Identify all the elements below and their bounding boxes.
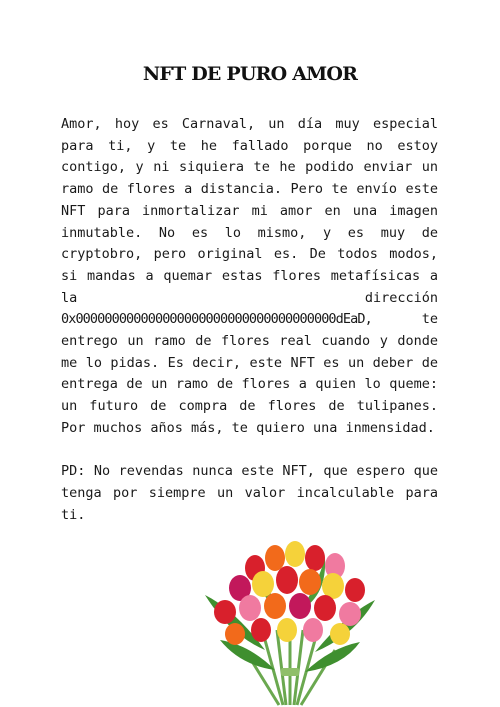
tulips	[214, 541, 365, 645]
bouquet-band	[281, 668, 299, 676]
letter-body	[61, 114, 438, 548]
letter-paragraph-main	[61, 114, 438, 440]
letter-postscript: PD: No revendas nunca este NFT, que espero que tenga por siempre un valor incalculable para ti.	[61, 463, 438, 523]
tulip-bouquet-image	[195, 540, 385, 707]
burn-address: 0x000000000000000000000000000000000000dEaD,	[61, 311, 372, 328]
paragraph-text-part1: Amor, hoy es Carnaval, un día muy especial para ti, y te he fallado porque no estoy contigo, y ni siquiera te he podido enviar un ramo de flores a distancia. Pero te envío este NFT para inmortalizar mi amor en una imagen inmutable. No es lo mismo, y es muy de cryptobro, pero original es. De todos modos, si mandas a quemar estas flores metafísicas a la dirección	[61, 116, 438, 306]
paragraph-text-part2: te entrego un ramo de flores real cuando y donde me lo pidas. Es decir, este NFT es un deber de entrega de un ramo de flores a quien lo queme: un futuro de compra de flores de tulipanes. Por muchos años más, te quiero una inmensidad.	[61, 311, 438, 436]
document-title: NFT DE PURO AMOR	[142, 63, 358, 85]
